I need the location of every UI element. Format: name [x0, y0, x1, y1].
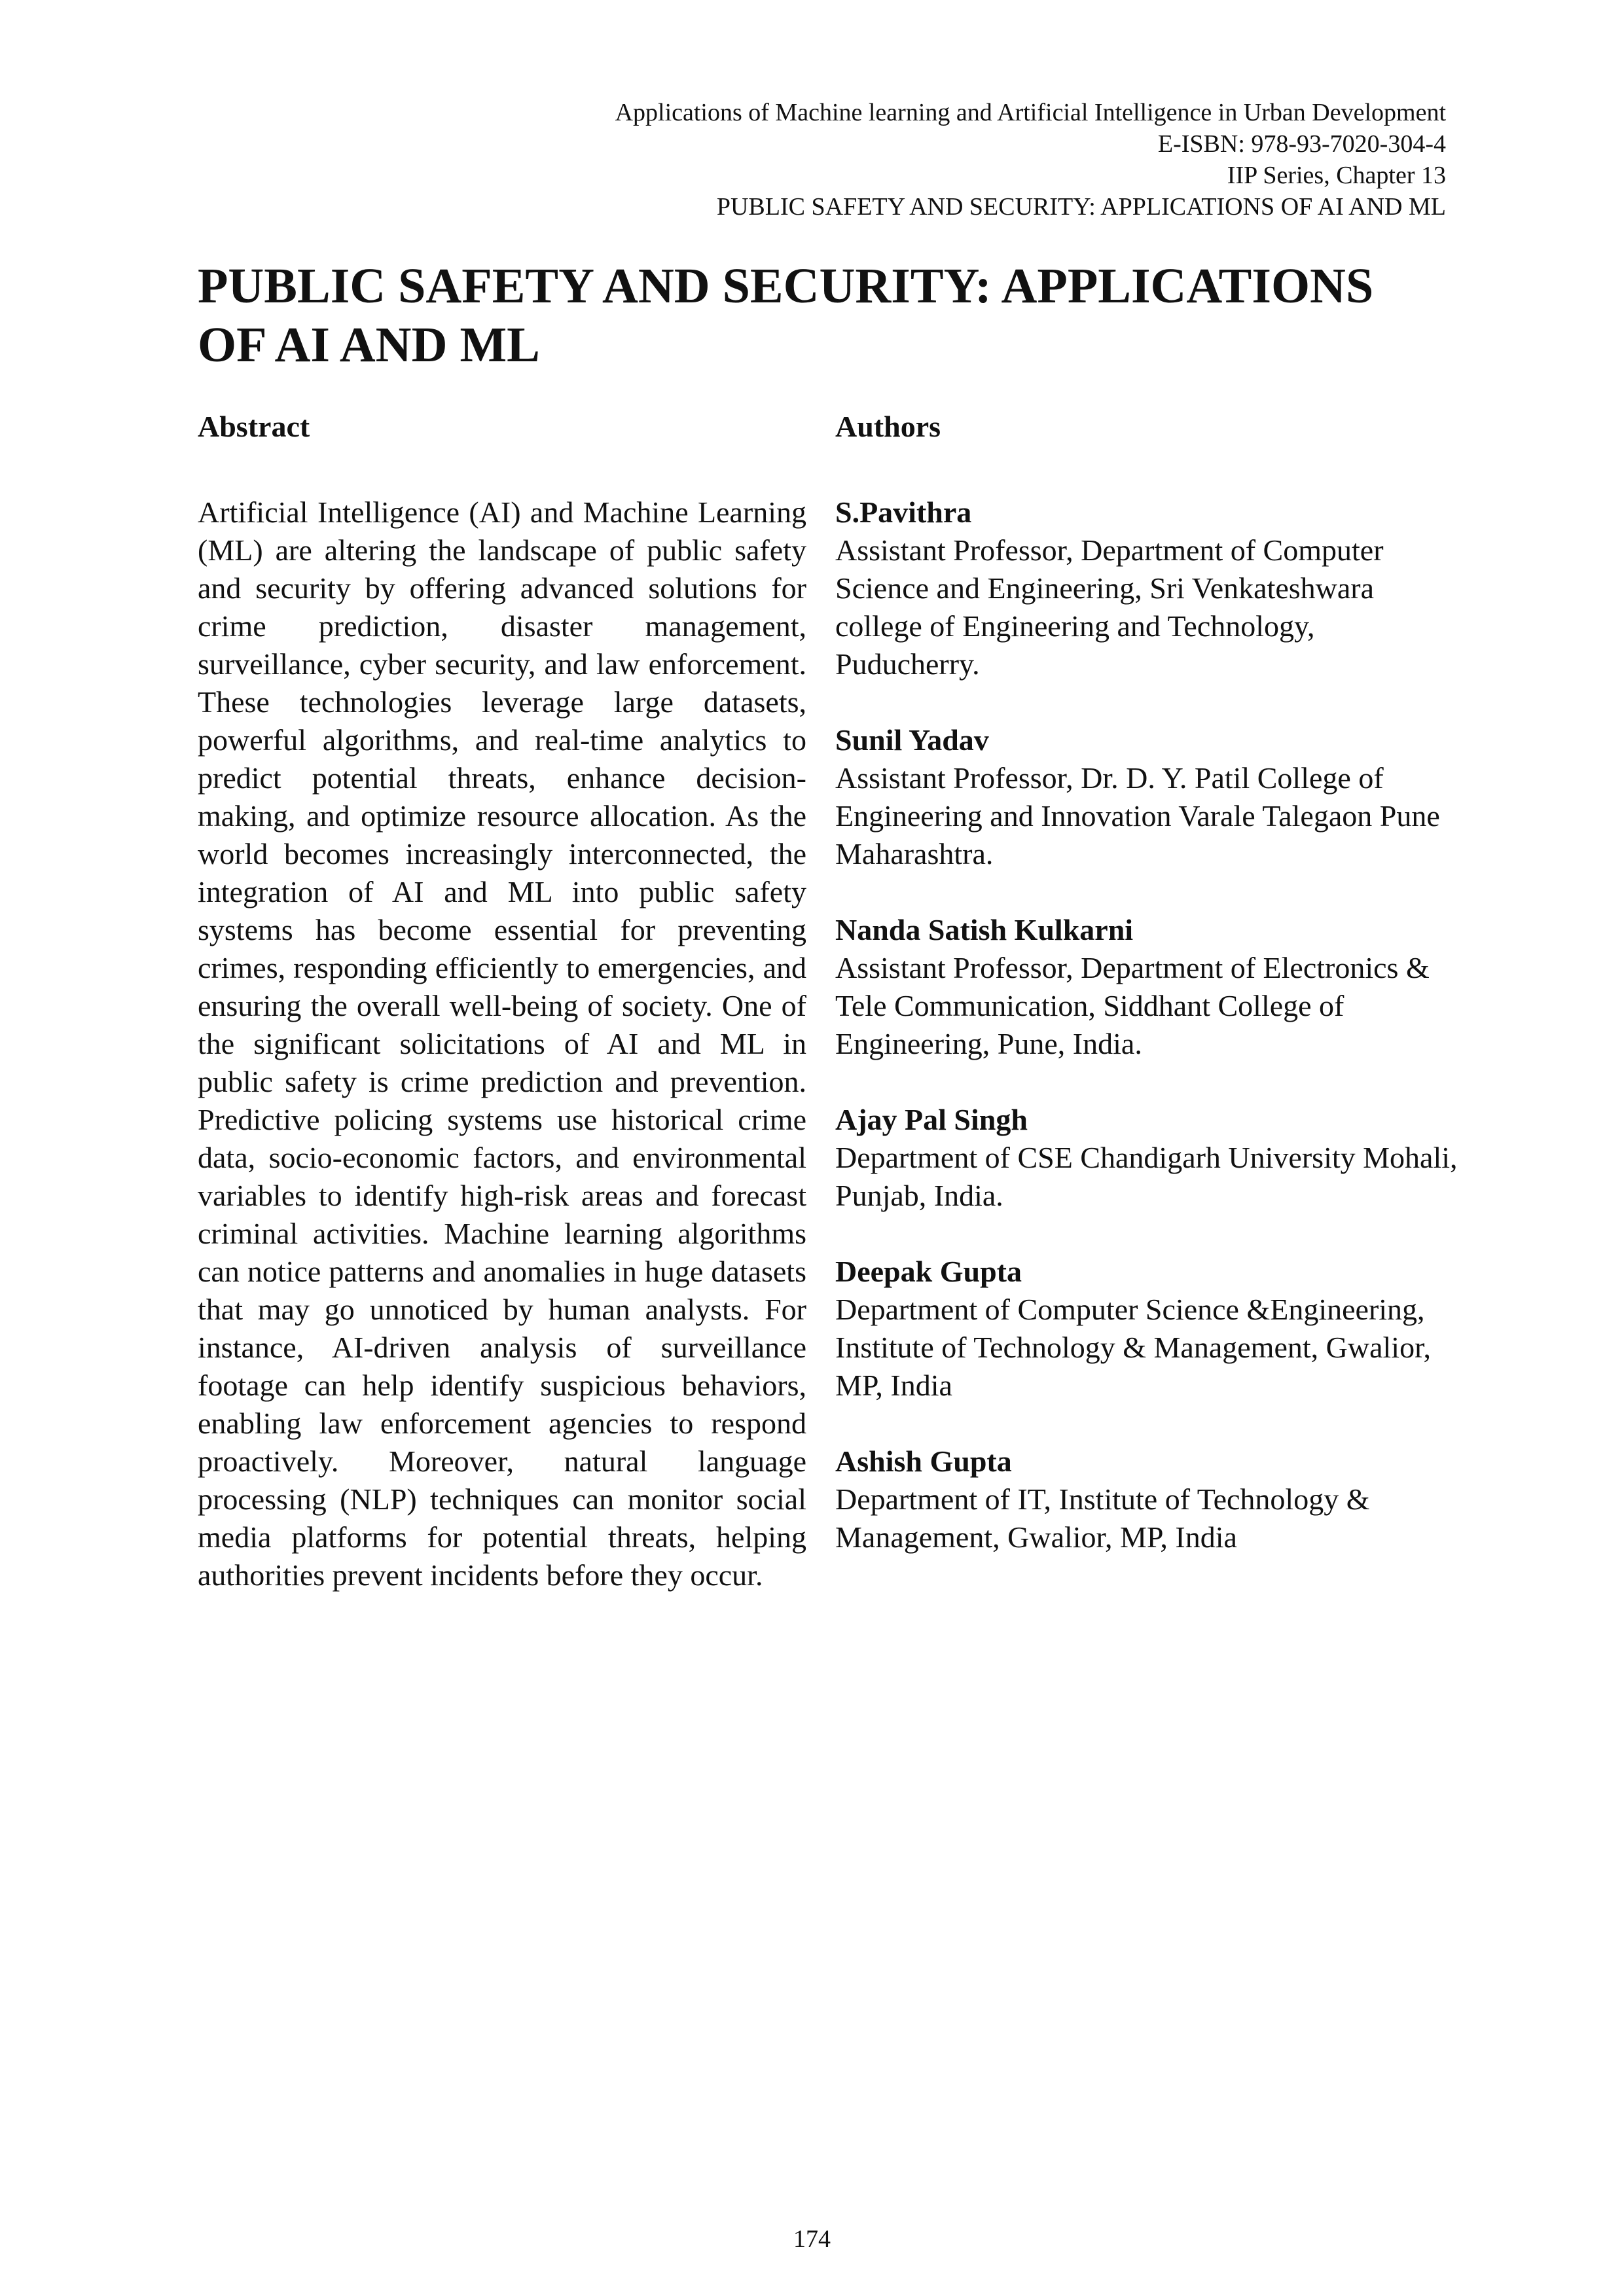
author-affiliation: Assistant Professor, Department of Computer Science and Engineering, Sri Venkateshwara college of Engineering and Technology, Puducherry.	[835, 533, 1384, 681]
series-chapter: IIP Series, Chapter 13	[1227, 162, 1446, 189]
isbn: E-ISBN: 978-93-7020-304-4	[1157, 130, 1446, 158]
abstract-heading: Abstract	[198, 410, 310, 443]
author-entry	[835, 911, 1464, 1063]
author-affiliation: Department of CSE Chandigarh University Mohali, Punjab, India.	[835, 1141, 1458, 1212]
running-header	[268, 97, 1446, 223]
book-title: Applications of Machine learning and Artificial Intelligence in Urban Development	[615, 99, 1446, 126]
page-number: 174	[793, 2225, 831, 2253]
abstract-text: Artificial Intelligence (AI) and Machine Learning (ML) are altering the landscape of public safety and security by offering advanced solutions for crime prediction, disaster management, surveillance, cyber security, and law enforcement. These technologies leverage large datasets, powerful algorithms, and real-time analytics to predict potential threats, enhance decision-making, and optimize resource allocation. As the world becomes increasingly interconnected, the integration of AI and ML into public safety systems has become essential for preventing crimes, responding efficiently to emergencies, and ensuring the overall well-being of society. One of the significant solicitations of AI and ML in public safety is crime prediction and prevention. Predictive policing systems use historical crime data, socio-economic factors, and environmental variables to identify high-risk areas and forecast criminal activities. Machine learning algorithms can notice patterns and anomalies in huge datasets that may go unnoticed by human analysts. For instance, AI-driven analysis of surveillance footage can help identify suspicious behaviors, enabling law enforcement agencies to respond proactively. Moreover, natural language processing (NLP) techniques can monitor social media platforms for potential threats, helping authorities prevent incidents before they occur.	[198, 495, 806, 1592]
author-name: Ajay Pal Singh	[835, 1103, 1028, 1136]
authors-heading: Authors	[835, 410, 941, 443]
author-affiliation: Department of IT, Institute of Technology & Management, Gwalior, MP, India	[835, 1482, 1370, 1554]
author-affiliation: Assistant Professor, Dr. D. Y. Patil College of Engineering and Innovation Varale Talegaon Pune Maharashtra.	[835, 761, 1440, 870]
author-entry	[835, 1443, 1464, 1556]
abstract-section	[198, 407, 806, 1594]
author-affiliation: Assistant Professor, Department of Electronics & Tele Communication, Siddhant College of Engineering, Pune, India.	[835, 951, 1430, 1060]
chapter-title: PUBLIC SAFETY AND SECURITY: APPLICATIONS OF AI AND ML	[198, 259, 1374, 372]
running-chapter-title: PUBLIC SAFETY AND SECURITY: APPLICATIONS OF AI AND ML	[716, 193, 1446, 221]
author-entry	[835, 493, 1464, 683]
authors-section	[835, 407, 1464, 1594]
author-name: Nanda Satish Kulkarni	[835, 913, 1134, 946]
author-entry	[835, 721, 1464, 873]
author-affiliation: Department of Computer Science &Engineering, Institute of Technology & Management, Gwalior, MP, India	[835, 1293, 1432, 1402]
author-entry	[835, 1101, 1464, 1215]
author-entry	[835, 1253, 1464, 1405]
author-list	[835, 493, 1464, 1556]
author-name: Ashish Gupta	[835, 1444, 1012, 1478]
author-name: S.Pavithra	[835, 495, 972, 529]
author-name: Sunil Yadav	[835, 723, 989, 757]
author-name: Deepak Gupta	[835, 1255, 1022, 1288]
